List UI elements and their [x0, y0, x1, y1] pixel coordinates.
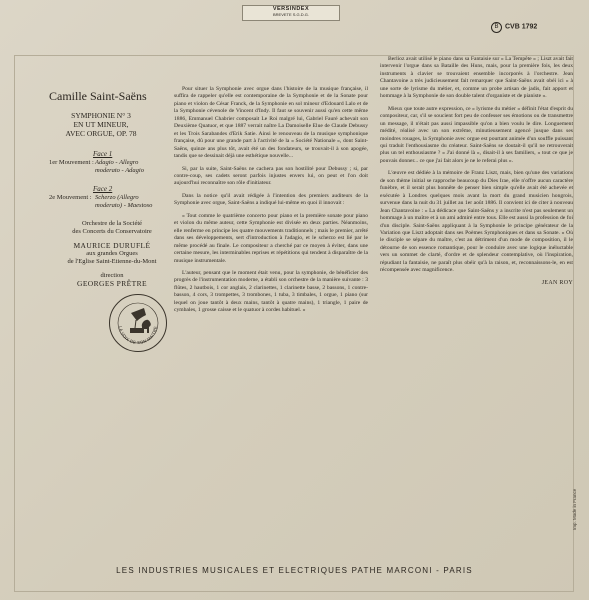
- work-title-line: AVEC ORGUE, OP. 78: [65, 129, 137, 138]
- face-2-heading: Face 2: [93, 185, 113, 193]
- dog-gramophone-icon: [110, 295, 166, 351]
- work-title: [49, 111, 153, 138]
- face-1-movement: [49, 159, 169, 175]
- face-2-movement: [49, 194, 169, 210]
- catalog-code: CVB 1792: [505, 23, 538, 31]
- versindex-subtitle: BREVETE S.G.D.G.: [272, 12, 309, 17]
- author-signature: JEAN ROY: [541, 279, 573, 286]
- liner-paragraph: Mieux que toute autre expression, ce « lyrisme du métier » définit l'état d'esprit du compositeur, car, s'il se soucient fort peu de confesser ses émotions ou de transmettre un message, il n'était pas aussi impassible qu'on a bien voulu le dire. Longuement médité, réalisé avec un son extrême, minutieusement agencé jusque dans ses moindres rouages, la Symphonie avec orgue est pourtant animée d'un souffle puissant qui traduit l'enthousiasme du créateur. Saint-Saëns se doutait-il qu'il ne retrouverait plus un tel enthousiasme ? « J'ai donné là », disait-il à ses familiers, « tout ce que je pouvais donner... ce que j'ai fait alors je ne le referai plus ».: [380, 105, 573, 164]
- printer-mark: Imp. Made in France: [572, 488, 577, 530]
- movement-label: 1er Mouvement :: [49, 159, 94, 166]
- liner-paragraph: Si, par la suite, Saint-Saëns ne cachera pas son hostilité pour Debussy ; si, par contre-coup, ses cadets seront parfois injustes envers lui, on peut et l'on doit aujourd'hui reconnaître son rôle d'initiateur.: [174, 165, 368, 187]
- liner-paragraph: Dans la notice qu'il avait rédigée à l'intention des premiers auditeurs de la Symphonie avec orgue, Saint-Saëns a indiqué lui-même en quoi il innovait :: [174, 192, 368, 207]
- versindex-title: VERSINDEX: [272, 6, 310, 12]
- catalog-symbol: B: [491, 22, 502, 33]
- liner-notes-column-2: [380, 56, 573, 287]
- direction-label: direction: [100, 272, 124, 279]
- liner-paragraph: L'œuvre est dédiée à la mémoire de Franz Liszt, mais, bien qu'une des variations de son thème initial se rapproche beaucoup du Dies Irae, elle n'offre aucun caractère funèbre, et il serait plus honnête de penser bien simple qu'elle avait été achevée et exécutée à Londres quelques mois avant la mort du grand musicien hongrois, survenue dans la nuit du 31 juillet au 1er août 1886. Il convient ici de citer à nouveau Jean Chantavoine : « La dédicace que Saint-Saëns y a inscrite n'est pas seulement un hommage à un maître et à un ami admiré entre tous. Elle est aussi la profession de foi d'un disciple. Saint-Saëns appliquant à la Symphonie le principe générateur de la Variation que Liszt adoptait dans ses Poèmes Symphoniques et dans sa Sonate. » Où le disciple se sépare du maître, c'est au détriment d'un mode de composition, il le détourne de son essence romantique, pour le conduire avec une logique inéluctable vers un sommet de clarté, d'ordre et de splendeur contemplative, où l'inspiration, répudiant la fantaisie, ne paraît plus obéir qu'à la raison, et, reconnaissons-le, en est récompensée avec magnificence.: [380, 170, 573, 274]
- work-title-line: EN UT MINEUR,: [73, 120, 129, 129]
- versindex-label: [242, 5, 340, 21]
- his-masters-voice-logo: [109, 294, 167, 352]
- movement-tempo: Adagio - Allegro moderato - Adagio: [95, 159, 144, 174]
- liner-paragraph: « Tout comme le quatrième concerto pour piano et la première sonate pour piano et violon du même auteur, cette Symphonie est divisée en deux parties. Néanmoins, elle renferme en principe les quatre mouvements traditionnels ; mais le premier, arrêté dans ses développements, sert d'introduction à l'adagio, et le scherzo est lié par le même procédé au finale. Le compositeur a cherché par ce moyen à éviter, dans une certaine mesure, les interminables reprises et répétitions qui tendent à disparaître de la musique instrumentale.: [174, 212, 368, 264]
- performers: [49, 220, 175, 288]
- movement-label: 2e Mouvement :: [49, 194, 92, 201]
- logo-text: LA VOIX DE SON MAITRE: [118, 325, 159, 346]
- movement-tempo: Scherzo (Allegro moderato) - Maestoso: [95, 194, 153, 209]
- organ-info: de l'Eglise Saint-Etienne-du-Mont: [67, 258, 157, 265]
- liner-notes-column-1: [174, 86, 368, 320]
- face-1-heading: Face 1: [93, 150, 113, 158]
- conductor-name: GEORGES PRÊTRE: [77, 279, 147, 288]
- liner-paragraph: Berlioz avait utilisé le piano dans sa Fantaisie sur « La Tempête » ; Liszt avait fait intervenir l'orgue dans sa Bataille des Huns, mais, pour la première fois, les deux instruments à clavier se trouvaient ensemble incorporés à l'orchestre. Jean Chantavoine a très judicieusement fait remarquer que Saint-Saëns avait obéi ici « à une sorte de lyrisme du métier, et, comme un probe artisan de jadis, fait apport et hommage à la Symphonie de son double talent d'organiste et de pianiste ».: [380, 56, 573, 100]
- organist-name: MAURICE DURUFLÉ: [73, 241, 151, 250]
- liner-paragraph: Pour situer la Symphonie avec orgue dans l'histoire de la musique française, il suffira de rappeler qu'elle est contemporaine de la Symphonie et de la Sonate pour piano et violon de César Franck, de la Symphonie en sol mineur d'Edouard Lalo et de la Symphonie cévenole de Vincent d'Indy. Il faut se souvenir aussi qu'en cette même 1886, Emmanuel Chabrier composait Le Roi malgré lui, Gabriel Fauré achevait son Deuxième Quatuor, et que 1887 verrait naître La Damoiselle Elue de Claude Debussy et les Trois Sarabandes d'Erik Satie. Ainsi le renouveau de la musique symphonique française, dû pour une grande part à l'activité de la « Société Nationale », dont Saint-Saëns, quinze ans plus tôt, avait été un des fondateurs, se trouvait-il à son apogée, tandis que se dessinait déjà une esthétique nouvelle...: [174, 86, 368, 160]
- credits-column: [49, 89, 169, 288]
- composer-name: Camille Saint-Saëns: [49, 89, 147, 103]
- work-title-line: SYMPHONIE N° 3: [71, 111, 131, 120]
- label-footer: LES INDUSTRIES MUSICALES ET ELECTRIQUES PATHE MARCONI - PARIS: [116, 566, 473, 575]
- organ-info: aux grandes Orgues: [86, 250, 138, 257]
- catalog-number: [491, 22, 537, 33]
- liner-paragraph: L'auteur, pensant que le moment était venu, pour la symphonie, de bénéficier des progrès de l'instrumentation moderne, a établi son orchestre de la manière suivante : 3 flûtes, 2 hautbois, 1 cor anglais, 2 clarinettes, 1 clarinette basse, 2 bassons, 1 contre-basson, 4 cors, 3 trompettes, 3 trombones, 1 tuba, 3 timbales, 1 orgue, 1 piano (sur lequel on joue tantôt à deux mains, tantôt à quatre mains), 1 triangle, 1 paire de cymbales, 1 grosse caisse et le quatuor à cordes habituel. »: [174, 269, 368, 314]
- orchestra-name: des Concerts du Conservatoire: [72, 228, 152, 235]
- orchestra-name: Orchestre de la Société: [81, 220, 143, 227]
